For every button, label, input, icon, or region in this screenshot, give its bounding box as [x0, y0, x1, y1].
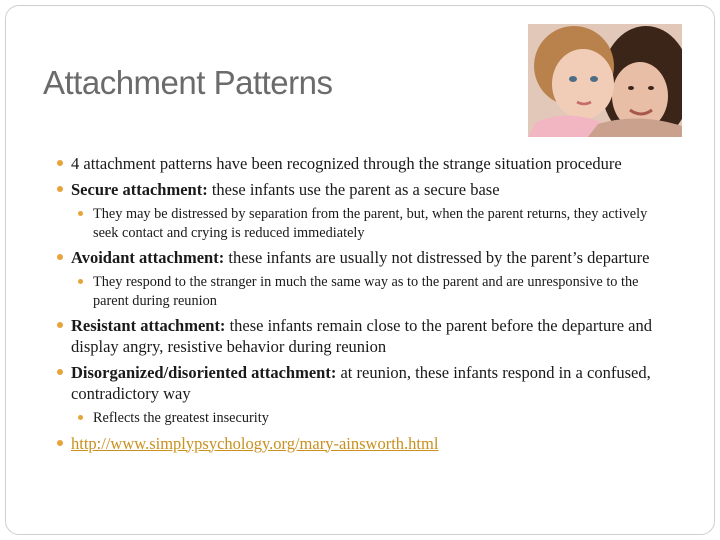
slide-title: Attachment Patterns — [43, 64, 333, 101]
bullet-icon — [78, 279, 83, 284]
bullet-icon — [57, 186, 63, 192]
list-item — [54, 433, 654, 454]
bullet-icon — [57, 322, 63, 328]
list-item: Disorganized/disoriented attachment: at reunion, these infants respond in a confused, contradictory way — [54, 362, 654, 404]
bullet-icon — [57, 369, 63, 375]
bullet-icon — [78, 211, 83, 216]
sub-list-item: They respond to the stranger in much the same way as to the parent and are unresponsive to the parent during reunion — [54, 273, 654, 310]
list-item: Resistant attachment: these infants remain close to the parent before the departure and display angry, resistive behavior during reunion — [54, 315, 654, 357]
mother-and-daughter-photo — [528, 24, 682, 137]
bullet-icon — [78, 415, 83, 420]
bullet-icon — [57, 254, 63, 260]
bullet-icon — [57, 440, 63, 446]
bullet-icon — [57, 160, 63, 166]
bullet-list — [54, 153, 654, 459]
source-link[interactable]: http://www.simplypsychology.org/mary-ainsworth.html — [71, 433, 439, 453]
sub-list-item: Reflects the greatest insecurity — [54, 409, 654, 428]
slide — [5, 5, 715, 535]
list-item: 4 attachment patterns have been recognized through the strange situation procedure — [54, 153, 654, 174]
sub-list-item: They may be distressed by separation from the parent, but, when the parent returns, they actively seek contact and crying is reduced immediately — [54, 205, 654, 242]
list-item: Secure attachment: these infants use the parent as a secure base — [54, 179, 654, 200]
list-item: Avoidant attachment: these infants are usually not distressed by the parent’s departure — [54, 247, 654, 268]
